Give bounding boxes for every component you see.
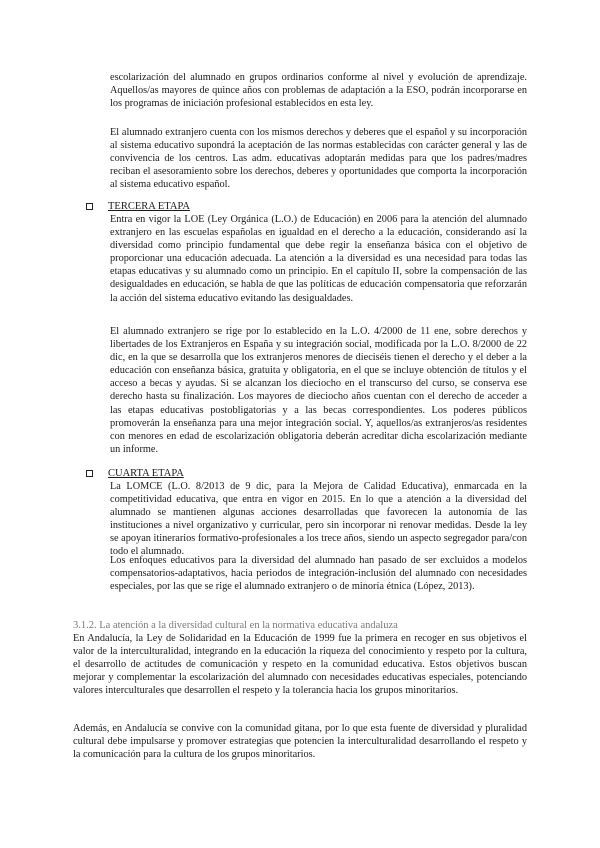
- paragraph-comunidad-gitana: Además, en Andalucía se convive con la comunidad gitana, por lo que esta fuente de diversidad y pluralidad cultural debe impulsarse y promover estrategias que potencien la interculturalidad desarrollando el respeto y la comunicación para la cultura de los grupos minoritarios.: [73, 723, 527, 761]
- section-heading-3-1-2: 3.1.2. La atención a la diversidad cultural en la normativa educativa andaluza: [73, 620, 398, 631]
- paragraph-andalucia-ley-solidaridad: En Andalucía, la Ley de Solidaridad en la Educación de 1999 fue la primera en recoger en sus objetivos el valor de la interculturalidad, integrando en la educación la riqueza del conocimiento y respeto por la cultura, el desarrollo de actitudes de comunicación y respeto en la comunidad educativa. Estos objetivos buscan mejorar y complementar la escolarización del alumnado con necesidades educativas especiales, potenciando valores interculturales que desarrollen el respeto y la tolerancia hacia los grupos minoritarios.: [73, 633, 527, 697]
- paragraph-lo-4-2000: El alumnado extranjero se rige por lo establecido en la L.O. 4/2000 de 11 ene, sobre derechos y libertades de los Extranjeros en España y su integración social, modificada por la L.O. 8/2000 de 22 dic, en la que se desarrolla que los extranjeros menores de dieciséis tienen el derecho y el deber a la educación con enseñanza básica, gratuita y obligatoria, en el que se incluye obtención de títulos y el acceso a becas y ayudas. Si se alcanzan los dieciocho en el transcurso del curso, se conserva ese derecho hasta su finalización. Los mayores de dieciocho años cuentan con el derecho de acceder a las etapas educativas postobligatorias y a las becas correspondientes. Los poderes públicos promoverán la enseñanza para una mejor integración social. Y, aquellos/as extranjeros/as residentes con menores en edad de escolarización obligatoria deberán acreditar dicha escolarización mediante un informe.: [110, 326, 527, 455]
- paragraph-enfoques-educativos: Los enfoques educativos para la diversidad del alumnado han pasado de ser excluidos a modelos compensatorios-adaptativos, hacia periodos de integración-inclusión del alumnado con necesidades especiales, por las que se rige el alumnado extranjero o de minoría étnica (López, 2013).: [110, 555, 527, 593]
- heading-cuarta-etapa: [86, 467, 184, 480]
- paragraph-escolarizacion: escolarización del alumnado en grupos ordinarios conforme al nivel y evolución de aprendizaje. Aquellos/as mayores de quince años con problemas de adaptación a la ESO, podrán incorporarse en los programas de iniciación profesional establecidos en esta ley.: [110, 72, 527, 110]
- heading-cuarta-etapa-label: CUARTA ETAPA: [108, 468, 184, 479]
- paragraph-alumnado-extranjero-derechos: El alumnado extranjero cuenta con los mismos derechos y deberes que el español y su incorporación al sistema educativo supondrá la aceptación de las normas establecidas con carácter general y las de convivencia de los centros. Las adm. educativas adoptarán medidas para que los padres/madres reciban el asesoramiento sobre los derechos, deberes y oportunidades que comporta la incorporación al sistema educativo español.: [110, 127, 527, 191]
- paragraph-lomce: La LOMCE (L.O. 8/2013 de 9 dic, para la Mejora de Calidad Educativa), enmarcada en la competitividad educativa, que entra en vigor en 2015. En lo que a atención a la diversidad del alumnado se mantienen algunas acciones desarrolladas que favorecen la autonomía de las instituciones a nivel organizativo y curricular, pero sin incorporar ni renovar medidas. Desde la ley se apoyan itinerarios formativo-profesionales a los trece años, siendo un aspecto segregador para/con todo el alumnado.: [110, 481, 527, 558]
- paragraph-loe: Entra en vigor la LOE (Ley Orgánica (L.O.) de Educación) en 2006 para la atención del alumnado extranjero en las escuelas españolas en igualdad en el derecho a la educación, considerando así la diversidad como principio fundamental que debe regir la enseñanza básica con el objetivo de proporcionar una educación adecuada. La atención a la diversidad es una necesidad para todas las etapas educativas y su alumnado como un principio. En el capítulo II, sobre la compensación de las desigualdades en educación, se habla de que las políticas de educación compensatoria que reforzarán la acción del sistema educativo evitando las desigualdades.: [110, 214, 527, 304]
- heading-tercera-etapa-label: TERCERA ETAPA: [108, 201, 190, 212]
- checkbox-square-icon: [86, 470, 93, 477]
- heading-tercera-etapa: [86, 200, 190, 213]
- checkbox-square-icon: [86, 203, 93, 210]
